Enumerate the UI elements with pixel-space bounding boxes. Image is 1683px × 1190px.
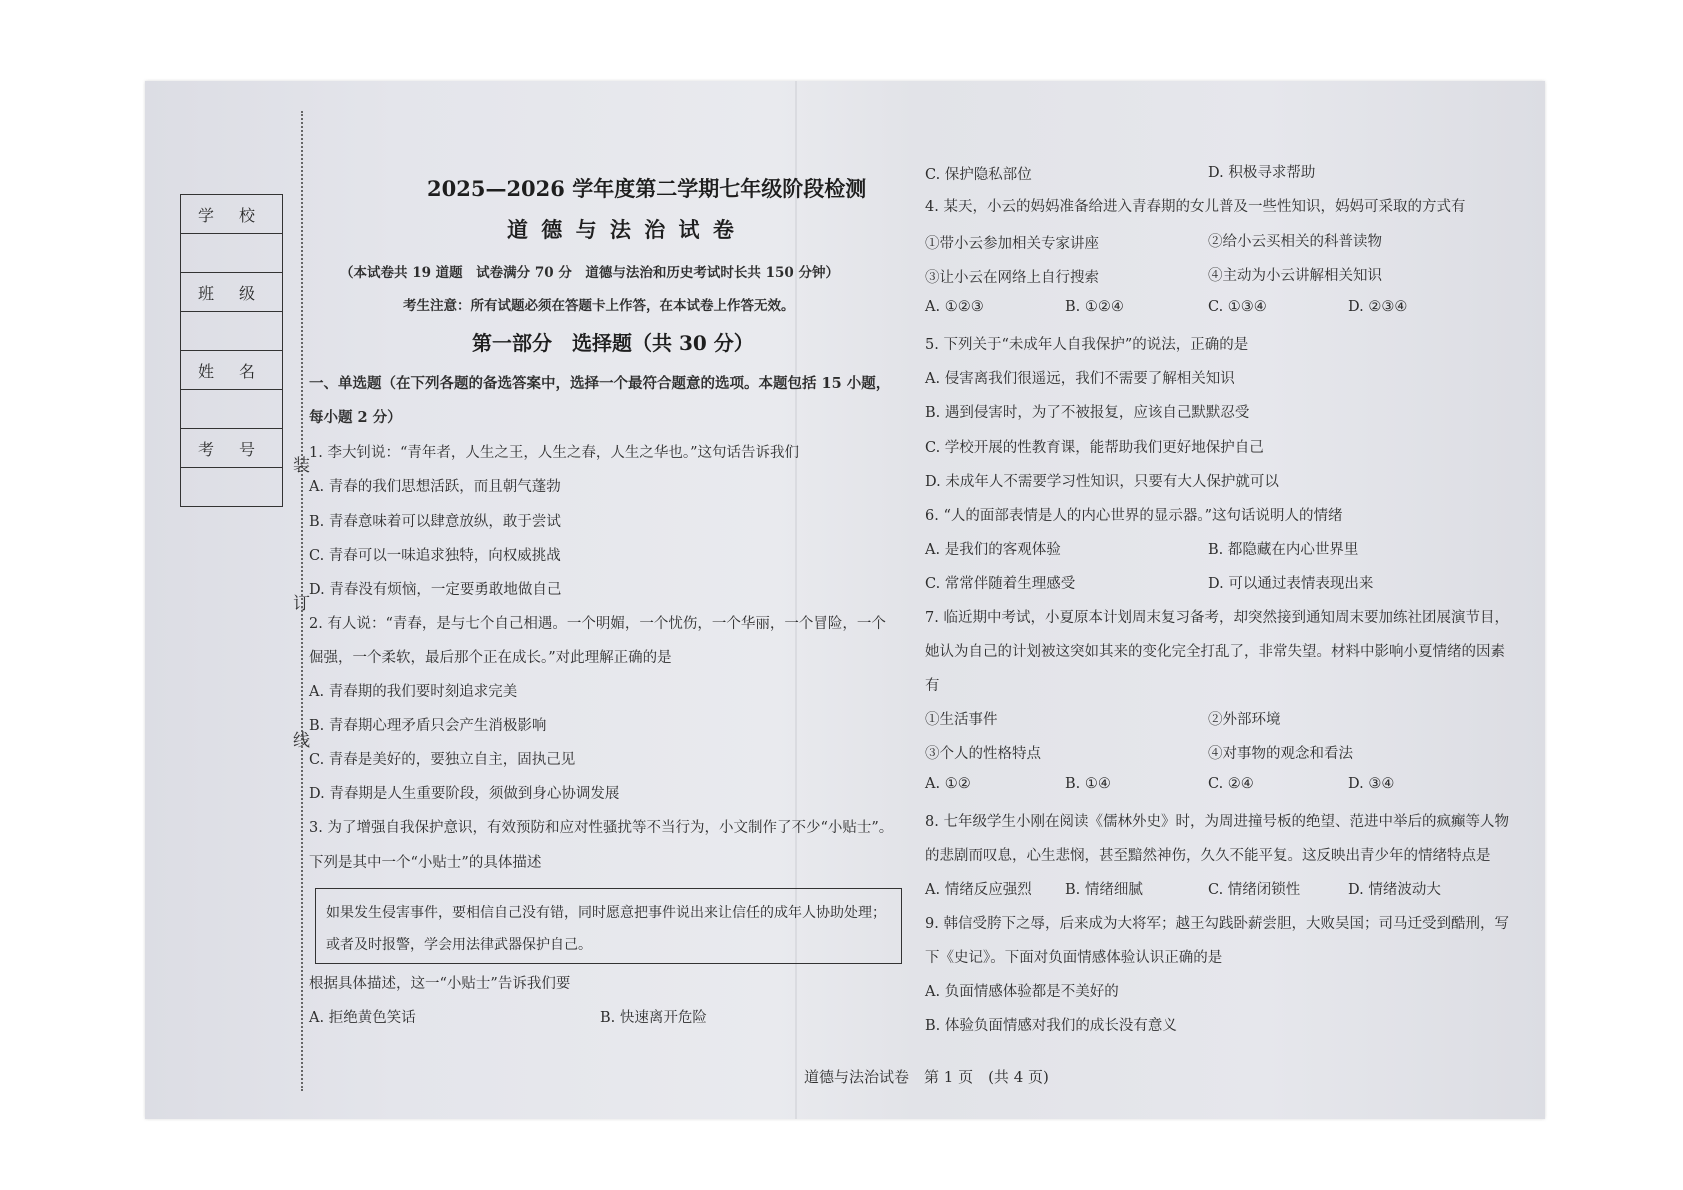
q7-option-b: B. ①④	[1065, 776, 1111, 792]
exam-title: 2025—2026 学年度第二学期七年级阶段检测	[427, 176, 867, 201]
class-blank	[181, 312, 282, 351]
q4-option-c: C. ①③④	[1208, 299, 1267, 315]
q1-stem: 1. 李大钊说：“青年者，人生之王，人生之春，人生之华也。”这句话告诉我们	[309, 445, 800, 461]
q5-option-a: A. 侵害离我们很遥远，我们不需要了解相关知识	[925, 371, 1235, 387]
tip-line2: 或者及时报警，学会用法律武器保护自己。	[326, 937, 592, 953]
q3-stem-line1: 3. 为了增强自我保护意识，有效预防和应对性骚扰等不当行为，小文制作了不少“小贴士”。	[309, 820, 894, 836]
q7-stem-line2: 她认为自己的计划被这突如其来的变化完全打乱了，非常失望。材料中影响小夏情绪的因素	[925, 644, 1505, 660]
q6-option-d: D. 可以通过表情表现出来	[1208, 576, 1374, 592]
q4-choice-1: ①带小云参加相关专家讲座	[925, 236, 1099, 252]
q4-option-a: A. ①②③	[925, 299, 984, 315]
q7-choice-3: ③个人的性格特点	[925, 746, 1041, 762]
q2-option-b: B. 青春期心理矛盾只会产生消极影响	[309, 718, 547, 734]
q6-option-c: C. 常常伴随着生理感受	[925, 576, 1076, 592]
q3-option-c: C. 保护隐私部位	[925, 167, 1032, 183]
q8-option-d: D. 情绪波动大	[1348, 882, 1441, 898]
q8-option-c: C. 情绪闭锁性	[1208, 882, 1301, 898]
name-label: 姓 名	[181, 351, 282, 390]
q7-option-a: A. ①②	[925, 776, 971, 792]
q5-option-b: B. 遇到侵害时，为了不被报复，应该自己默默忍受	[925, 405, 1250, 421]
exam-info: （本试卷共 19 道题 试卷满分 70 分 道德与法治和历史考试时长共 150 分钟）	[340, 265, 839, 281]
q1-option-c: C. 青春可以一味追求独特，向权威挑战	[309, 548, 561, 564]
part1-title: 第一部分 选择题（共 30 分）	[472, 331, 754, 355]
q7-choice-1: ①生活事件	[925, 712, 998, 728]
q9-option-b: B. 体验负面情感对我们的成长没有意义	[925, 1018, 1177, 1034]
q9-stem-line1: 9. 韩信受胯下之辱，后来成为大将军；越王勾践卧薪尝胆，大败吴国；司马迁受到酷刑，写	[925, 916, 1509, 932]
q8-stem-line2: 的悲剧而叹息，心生悲悯，甚至黯然神伤，久久不能平复。这反映出青少年的情绪特点是	[925, 848, 1491, 864]
q2-option-c: C. 青春是美好的，要独立自主，固执己见	[309, 752, 576, 768]
q1-option-a: A. 青春的我们思想活跃，而且朝气蓬勃	[309, 479, 561, 495]
exam-sheet	[145, 81, 1545, 1119]
tip-line1: 如果发生侵害事件，要相信自己没有错，同时愿意把事件说出来让信任的成年人协助处理；	[326, 905, 886, 921]
exam-notice: 考生注意：所有试题必须在答题卡上作答，在本试卷上作答无效。	[403, 298, 795, 314]
q2-stem-line2: 倔强，一个柔软，最后那个正在成长。”对此理解正确的是	[309, 650, 672, 666]
q9-option-a: A. 负面情感体验都是不美好的	[925, 984, 1119, 1000]
q5-option-d: D. 未成年人不需要学习性知识，只要有大人保护就可以	[925, 474, 1279, 490]
q5-stem: 5. 下列关于“未成年人自我保护”的说法，正确的是	[925, 337, 1249, 353]
q5-option-c: C. 学校开展的性教育课，能帮助我们更好地保护自己	[925, 440, 1264, 456]
name-blank	[181, 390, 282, 429]
q3-option-d: D. 积极寻求帮助	[1208, 165, 1316, 181]
binding-char-zhuang: 装	[293, 456, 310, 476]
exam-no-label: 考 号	[181, 429, 282, 468]
binding-char-ding: 订	[293, 594, 310, 614]
q4-option-d: D. ②③④	[1348, 299, 1408, 315]
q2-option-a: A. 青春期的我们要时刻追求完美	[309, 684, 518, 700]
tip-box	[315, 888, 902, 964]
exam-no-blank	[181, 468, 282, 506]
q3-option-a: A. 拒绝黄色笑话	[309, 1010, 416, 1026]
q6-option-b: B. 都隐藏在内心世界里	[1208, 542, 1359, 558]
q4-option-b: B. ①②④	[1065, 299, 1124, 315]
q6-stem: 6. “人的面部表情是人的内心世界的显示器。”这句话说明人的情绪	[925, 508, 1343, 524]
q9-stem-line2: 下《史记》。下面对负面情感体验认识正确的是	[925, 950, 1223, 966]
q4-choice-3: ③让小云在网络上自行搜索	[925, 270, 1099, 286]
student-info-table	[180, 194, 283, 507]
q7-choice-2: ②外部环境	[1208, 712, 1281, 728]
q8-option-b: B. 情绪细腻	[1065, 882, 1143, 898]
q8-stem-line1: 8. 七年级学生小刚在阅读《儒林外史》时，为周进撞号板的绝望、范进中举后的疯癫等人物	[925, 814, 1509, 830]
q3-option-b: B. 快速离开危险	[600, 1010, 707, 1026]
q7-option-c: C. ②④	[1208, 776, 1254, 792]
school-blank	[181, 234, 282, 273]
section-instructions-line1: 一、单选题（在下列各题的备选答案中，选择一个最符合题意的选项。本题包括 15 小题，	[309, 375, 891, 392]
q4-choice-2: ②给小云买相关的科普读物	[1208, 234, 1382, 250]
q1-option-b: B. 青春意味着可以肆意放纵，敢于尝试	[309, 514, 561, 530]
q2-option-d: D. 青春期是人生重要阶段，须做到身心协调发展	[309, 786, 620, 802]
exam-subject: 道 德 与 法 治 试 卷	[507, 217, 737, 242]
q3-stem-line3: 根据具体描述，这一“小贴士”告诉我们要	[309, 976, 571, 992]
q7-choice-4: ④对事物的观念和看法	[1208, 746, 1353, 762]
q4-stem: 4. 某天，小云的妈妈准备给进入青春期的女儿普及一些性知识，妈妈可采取的方式有	[925, 199, 1466, 215]
q2-stem-line1: 2. 有人说：“青春，是与七个自己相遇。一个明媚，一个忧伤，一个华丽，一个冒险，一个	[309, 616, 886, 632]
q1-option-d: D. 青春没有烦恼，一定要勇敢地做自己	[309, 582, 562, 598]
q7-option-d: D. ③④	[1348, 776, 1395, 792]
section-instructions-line2: 每小题 2 分）	[309, 409, 402, 426]
page-footer: 道德与法治试卷 第 1 页 (共 4 页)	[804, 1068, 1049, 1086]
school-label: 学 校	[181, 195, 282, 234]
q7-stem-line3: 有	[925, 678, 940, 694]
binding-char-xian: 线	[293, 731, 310, 751]
q6-option-a: A. 是我们的客观体验	[925, 542, 1061, 558]
q4-choice-4: ④主动为小云讲解相关知识	[1208, 268, 1382, 284]
q8-option-a: A. 情绪反应强烈	[925, 882, 1032, 898]
q7-stem-line1: 7. 临近期中考试，小夏原本计划周末复习备考，却突然接到通知周末要加练社团展演节目，	[925, 610, 1509, 626]
q3-stem-line2: 下列是其中一个“小贴士”的具体描述	[309, 855, 542, 871]
class-label: 班 级	[181, 273, 282, 312]
